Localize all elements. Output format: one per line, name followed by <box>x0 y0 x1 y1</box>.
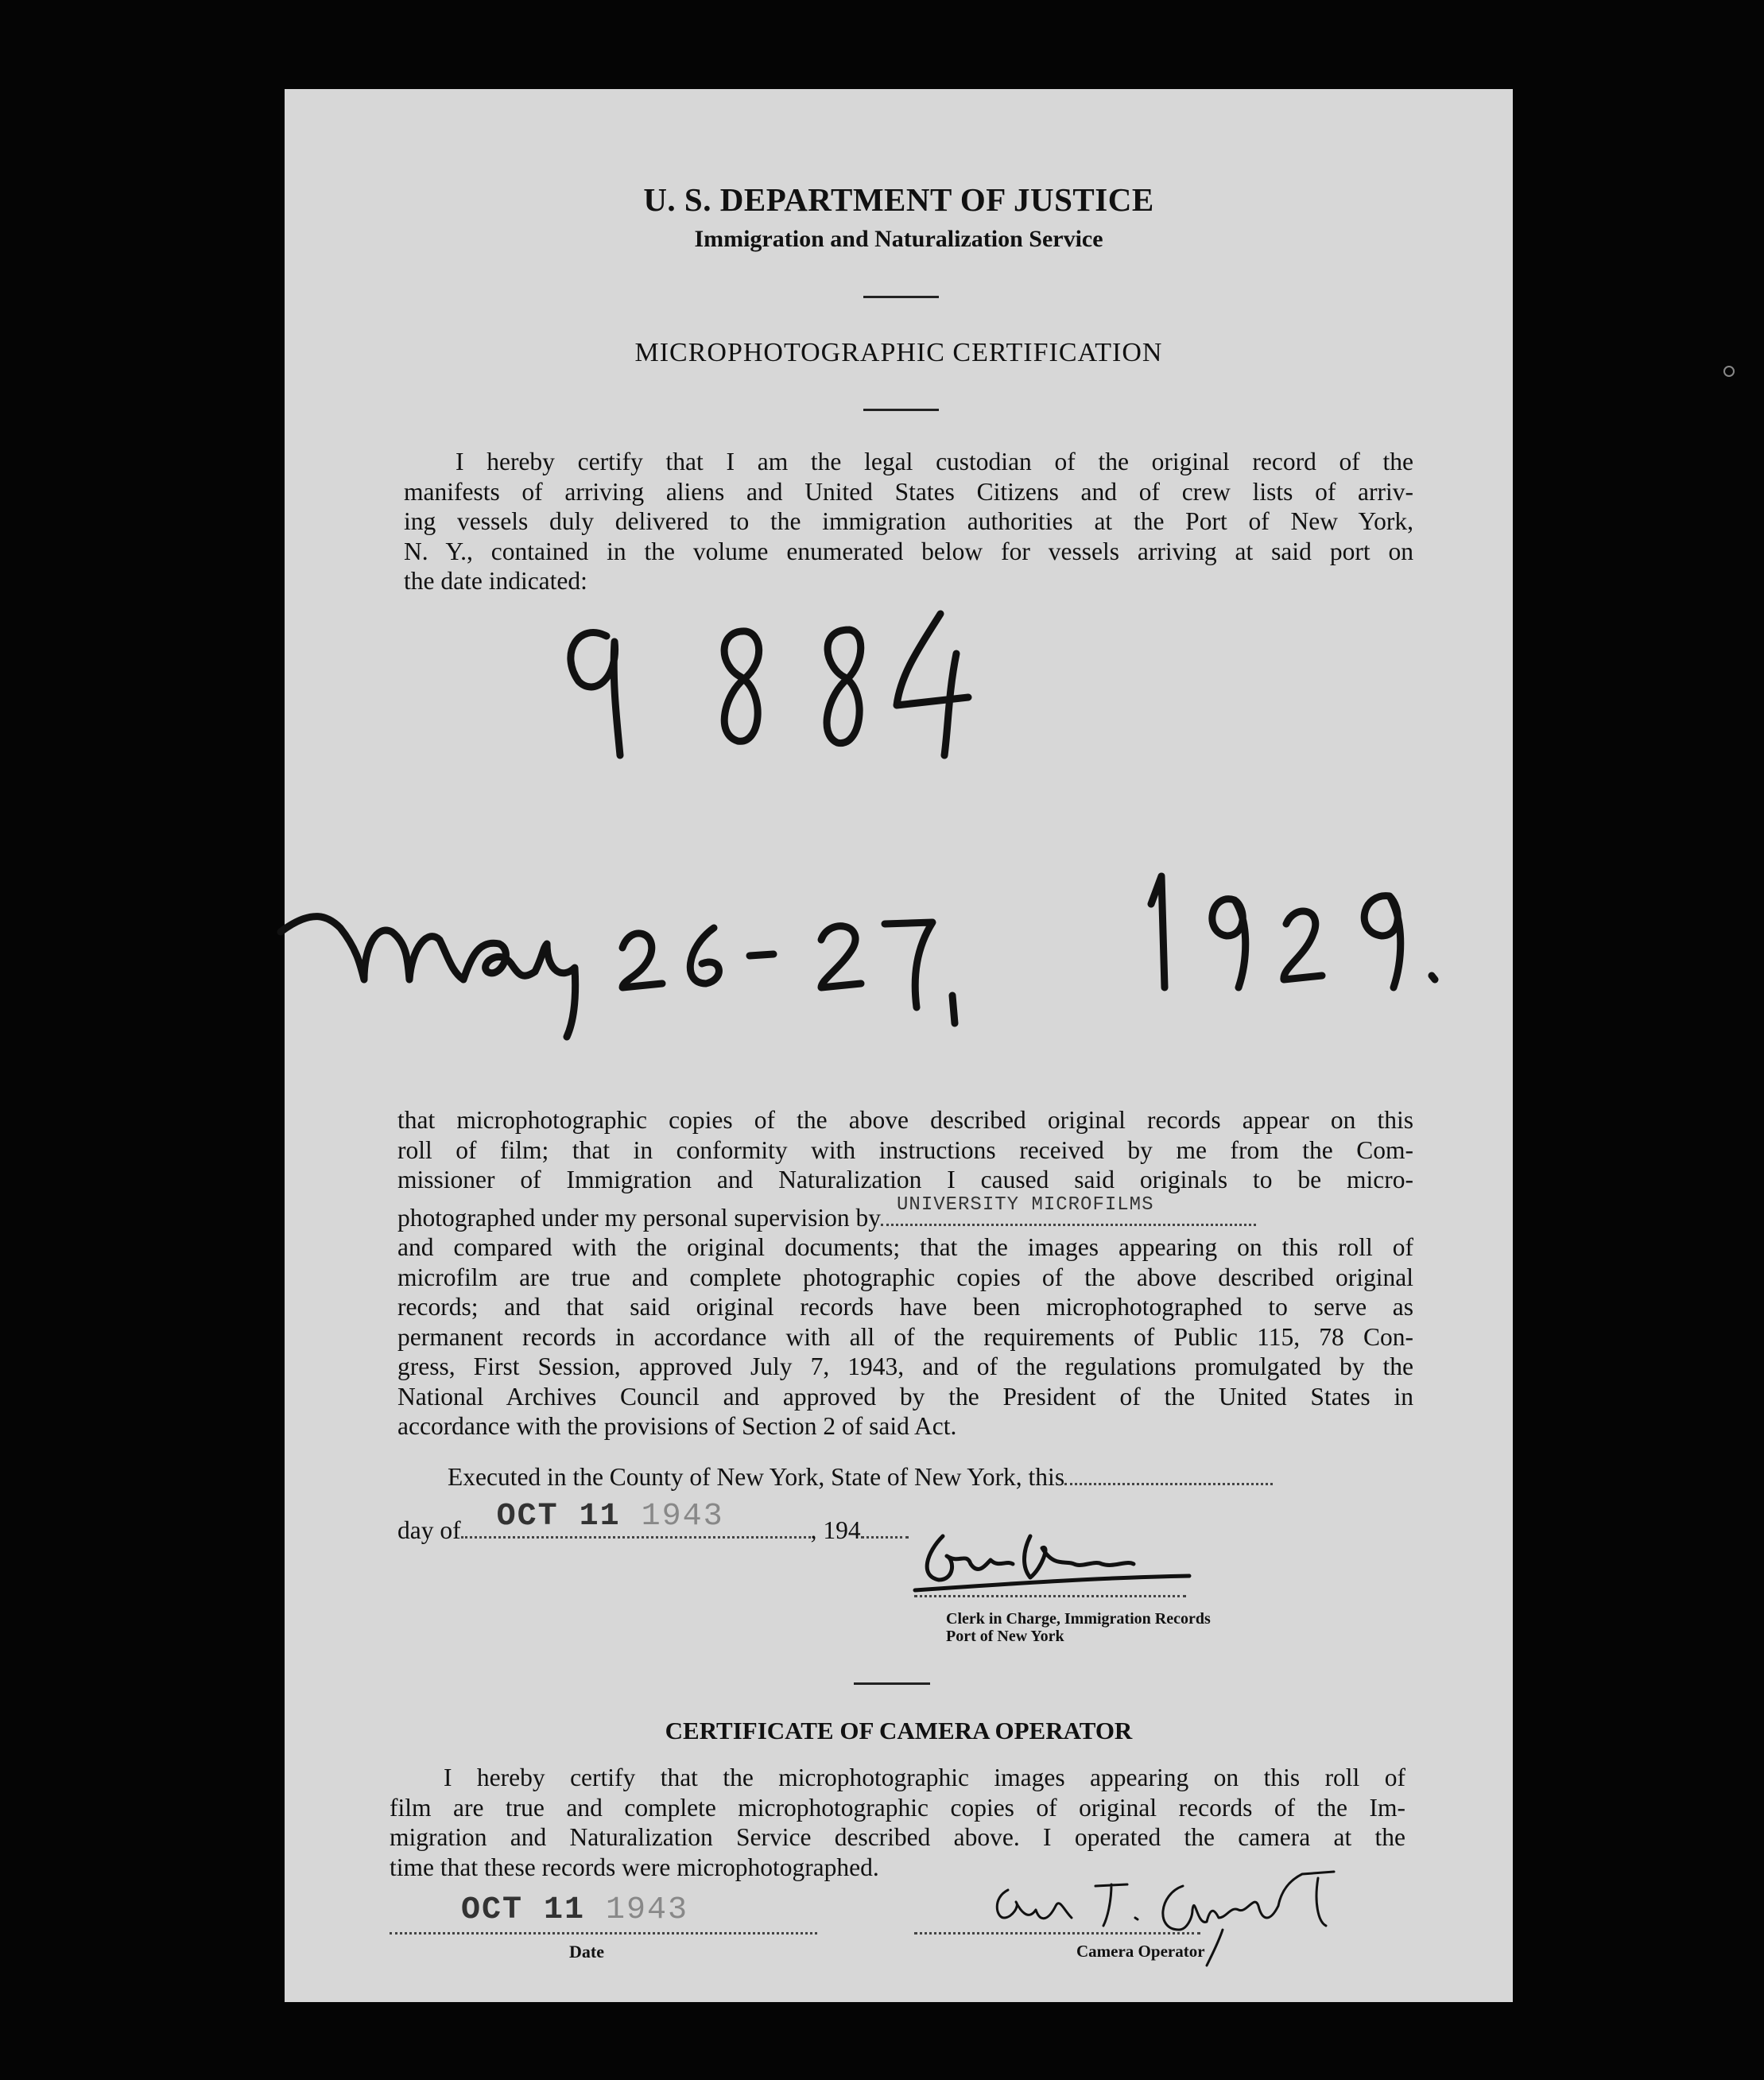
body-line: missioner of Immigration and Naturalization I caused said originals to be micro- <box>397 1166 1413 1193</box>
body-line: and compared with the original documents; that the images appearing on this roll of <box>397 1233 1413 1261</box>
intro-line: the date indicated: <box>404 567 587 595</box>
intro-line: I hereby certify that I am the legal custodian of the original record of the <box>456 448 1413 475</box>
body-line: that microphotographic copies of the above described original records appear on this <box>397 1106 1413 1134</box>
certificate-page <box>285 89 1513 2002</box>
clerk-signature <box>911 1520 1197 1600</box>
executed-blank <box>1064 1464 1273 1485</box>
executed-text: Executed in the County of New York, State of New York, this <box>448 1463 1065 1491</box>
operator-date-stamp-faint: 1943 <box>606 1892 689 1928</box>
executed-line <box>448 1463 1273 1492</box>
date-label: Date <box>569 1942 604 1962</box>
date-stamp-bold: OCT 11 <box>496 1499 621 1535</box>
day-of-line <box>397 1499 909 1545</box>
operator-signature-line <box>914 1932 1200 1934</box>
supervisor-blank <box>881 1194 1256 1226</box>
date-stamp-faint: 1943 <box>641 1499 724 1535</box>
date-line <box>390 1932 817 1934</box>
year-suffix: , 194 <box>810 1516 861 1544</box>
body-line: accordance with the provisions of Section 2 of said Act. <box>397 1412 957 1440</box>
body-paragraph <box>397 1105 1413 1442</box>
intro-line: manifests of arriving aliens and United States Citizens and of crew lists of arriv- <box>404 477 1413 506</box>
date-stamp <box>497 1499 724 1535</box>
operator-label: Camera Operator <box>1076 1942 1205 1961</box>
intro-paragraph <box>404 447 1413 596</box>
clerk-title-line-2: Port of New York <box>946 1628 1064 1645</box>
title-divider <box>863 409 939 411</box>
operator-line: film are true and complete microphotographic copies of original records of the Im- <box>390 1793 1405 1822</box>
certification-title: MICROPHOTOGRAPHIC CERTIFICATION <box>634 338 1163 367</box>
supervisor-typed: UNIVERSITY MICROFILMS <box>897 1194 1154 1216</box>
operator-title: CERTIFICATE OF CAMERA OPERATOR <box>665 1717 1133 1744</box>
intro-line: ing vessels duly delivered to the immigration authorities at the Port of New York, <box>404 507 1413 535</box>
body-line: records; and that said original records have been microphotographed to serve as <box>397 1293 1413 1321</box>
body-line: roll of film; that in conformity with instructions received by me from the Com- <box>397 1135 1413 1164</box>
operator-line: migration and Naturalization Service described above. I operated the camera at the <box>390 1823 1405 1851</box>
header-divider <box>863 296 939 298</box>
day-of-blank <box>461 1499 811 1539</box>
day-of-label: day of <box>397 1516 461 1544</box>
operator-line: time that these records were microphotographed. <box>390 1853 879 1881</box>
supervision-prefix: photographed under my personal supervision by <box>397 1203 882 1232</box>
clerk-title-line-1: Clerk in Charge, Immigration Records <box>946 1610 1211 1628</box>
handwritten-date <box>281 829 1457 1027</box>
body-line: gress, First Session, approved July 7, 1943, and of the regulations promulgated by the <box>397 1352 1413 1380</box>
intro-line: N. Y., contained in the volume enumerated below for vessels arriving at said port on <box>404 537 1413 565</box>
body-line: microfilm are true and complete photographic copies of the above described original <box>397 1263 1413 1291</box>
operator-date-stamp-bold: OCT 11 <box>461 1892 586 1928</box>
service-subheading: Immigration and Naturalization Service <box>694 226 1103 252</box>
clerk-signature-line <box>914 1595 1186 1597</box>
department-heading: U. S. DEPARTMENT OF JUSTICE <box>643 181 1154 218</box>
clerk-title <box>946 1610 1211 1645</box>
supervision-line <box>397 1194 1413 1233</box>
body-line: permanent records in accordance with all of the requirements of Public 115, 78 Con- <box>397 1322 1413 1351</box>
body-line: National Archives Council and approved by the President of the United States in <box>397 1382 1413 1411</box>
section-divider <box>854 1682 930 1685</box>
handwritten-volume-number <box>547 606 960 765</box>
year-blank <box>861 1517 909 1539</box>
operator-line: I hereby certify that the microphotographic images appearing on this roll of <box>444 1764 1405 1791</box>
film-edge-mark <box>1723 366 1735 377</box>
operator-date-stamp <box>461 1892 688 1928</box>
